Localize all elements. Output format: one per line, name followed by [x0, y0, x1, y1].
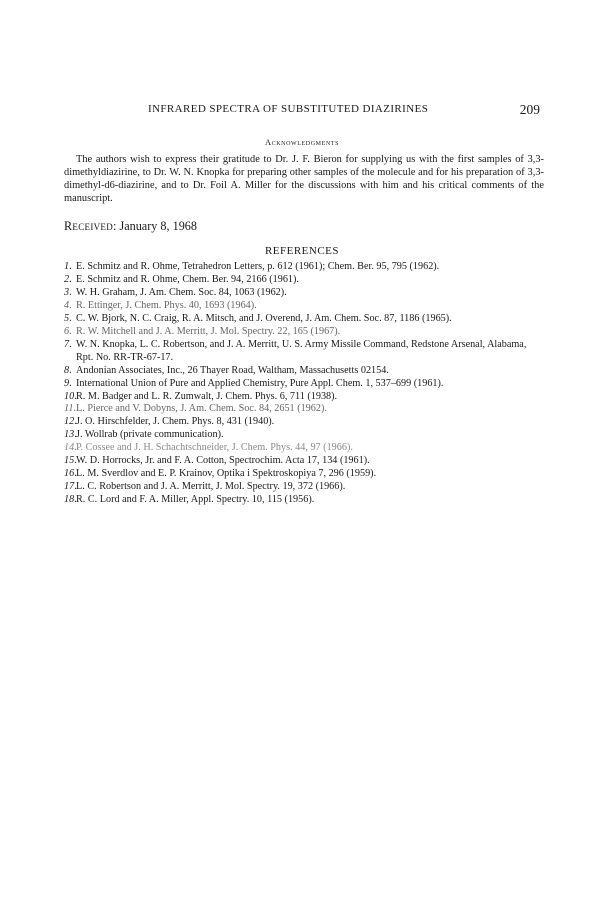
reference-text: J. Wollrab (private communication).	[76, 429, 224, 441]
reference-item	[64, 287, 546, 300]
page-header	[60, 103, 540, 119]
reference-text: R. C. Lord and F. A. Miller, Appl. Spectry. 10, 115 (1956).	[76, 494, 315, 506]
reference-item	[64, 261, 546, 274]
references-heading: REFERENCES	[264, 245, 340, 257]
reference-number: 7 .	[64, 339, 72, 352]
reference-text: W. H. Graham, J. Am. Chem. Soc. 84, 1063 (1962).	[76, 286, 287, 298]
reference-number: 10 .	[64, 391, 77, 404]
reference-item	[64, 416, 546, 429]
reference-text: L. Pierce and V. Dobyns, J. Am. Chem. Soc. 84, 2651 (1962).	[76, 403, 327, 415]
reference-text: J. O. Hirschfelder, J. Chem. Phys. 8, 431 (1940).	[76, 416, 275, 428]
reference-text: Andonian Associates, Inc., 26 Thayer Road, Waltham, Massachusetts 02154.	[76, 364, 389, 376]
reference-number: 18 .	[64, 494, 77, 507]
received-label: Received	[64, 219, 114, 233]
reference-number: 1 .	[64, 261, 72, 274]
reference-item	[64, 481, 546, 494]
reference-item	[64, 365, 546, 378]
reference-item	[64, 326, 546, 339]
reference-item	[64, 455, 546, 468]
reference-text: L. C. Robertson and J. A. Merritt, J. Mol. Spectry. 19, 372 (1966).	[76, 481, 346, 493]
reference-text: E. Schmitz and R. Ohme, Tetrahedron Letters, p. 612 (1961); Chem. Ber. 95, 795 (1962).	[76, 261, 440, 272]
acknowledgments-heading: Acknowledgments	[264, 138, 340, 147]
reference-number: 9 .	[64, 378, 72, 391]
reference-text: E. Schmitz and R. Ohme, Chem. Ber. 94, 2166 (1961).	[76, 273, 299, 285]
reference-item	[64, 442, 546, 455]
received-date: : January 8, 1968	[113, 219, 197, 233]
reference-number: 6 .	[64, 326, 72, 339]
reference-text: W. D. Horrocks, Jr. and F. A. Cotton, Spectrochim. Acta 17, 134 (1961).	[76, 455, 370, 467]
reference-number: 11 .	[64, 403, 76, 416]
running-title: INFRARED SPECTRA OF SUBSTITUTED DIAZIRINES	[148, 103, 429, 115]
reference-number: 17 .	[64, 481, 77, 494]
reference-text: R. W. Mitchell and J. A. Merritt, J. Mol. Spectry. 22, 165 (1967).	[76, 325, 341, 337]
reference-number: 16 .	[64, 468, 77, 481]
reference-item	[64, 378, 546, 391]
reference-item	[64, 300, 546, 313]
reference-text: R. M. Badger and L. R. Zumwalt, J. Chem. Phys. 6, 711 (1938).	[76, 390, 338, 402]
reference-number: 8 .	[64, 365, 72, 378]
reference-number: 13 .	[64, 429, 77, 442]
reference-item	[64, 339, 546, 365]
received-line	[64, 219, 197, 234]
reference-text: C. W. Bjork, N. C. Craig, R. A. Mitsch, and J. Overend, J. Am. Chem. Soc. 87, 1186 (1965).	[76, 312, 452, 324]
reference-item	[64, 274, 546, 287]
reference-number: 4 .	[64, 300, 72, 313]
reference-number: 5 .	[64, 313, 72, 326]
reference-number: 15 .	[64, 455, 77, 468]
reference-number: 12 .	[64, 416, 77, 429]
reference-text: L. M. Sverdlov and E. P. Krainov, Optika i Spektroskopiya 7, 296 (1959).	[76, 468, 377, 480]
reference-text: P. Cossee and J. H. Schachtschneider, J. Chem. Phys. 44, 97 (1966).	[76, 442, 353, 454]
reference-number: 3 .	[64, 287, 72, 300]
reference-number: 2 .	[64, 274, 72, 287]
reference-item	[64, 429, 546, 442]
reference-item	[64, 391, 546, 404]
reference-text: International Union of Pure and Applied Chemistry, Pure Appl. Chem. 1, 537–699 (1961).	[76, 377, 444, 389]
acknowledgments-body: The authors wish to express their gratitude to Dr. J. F. Bieron for supplying us with the first samples of 3,3-dimethyldiazirine, to Dr. W. N. Knopka for preparing other samples of the molecule and for his preparation of 3,3-dimethyl-d6-diazirine, and to Dr. Foil A. Miller for the discussions with him and his critical comments of the manuscript.	[64, 154, 544, 204]
page-number: 209	[519, 102, 540, 117]
reference-item	[64, 403, 546, 416]
reference-item	[64, 313, 546, 326]
reference-text: W. N. Knopka, L. C. Robertson, and J. A. Merritt, U. S. Army Missile Command, Redstone Arsenal, Alabama, Rpt. No. RR-TR-67-17.	[76, 338, 527, 363]
reference-item	[64, 494, 546, 507]
reference-item	[64, 468, 546, 481]
reference-number: 14 .	[64, 442, 77, 455]
reference-text: R. Ettinger, J. Chem. Phys. 40, 1693 (1964).	[76, 299, 257, 311]
reference-list	[64, 261, 546, 507]
